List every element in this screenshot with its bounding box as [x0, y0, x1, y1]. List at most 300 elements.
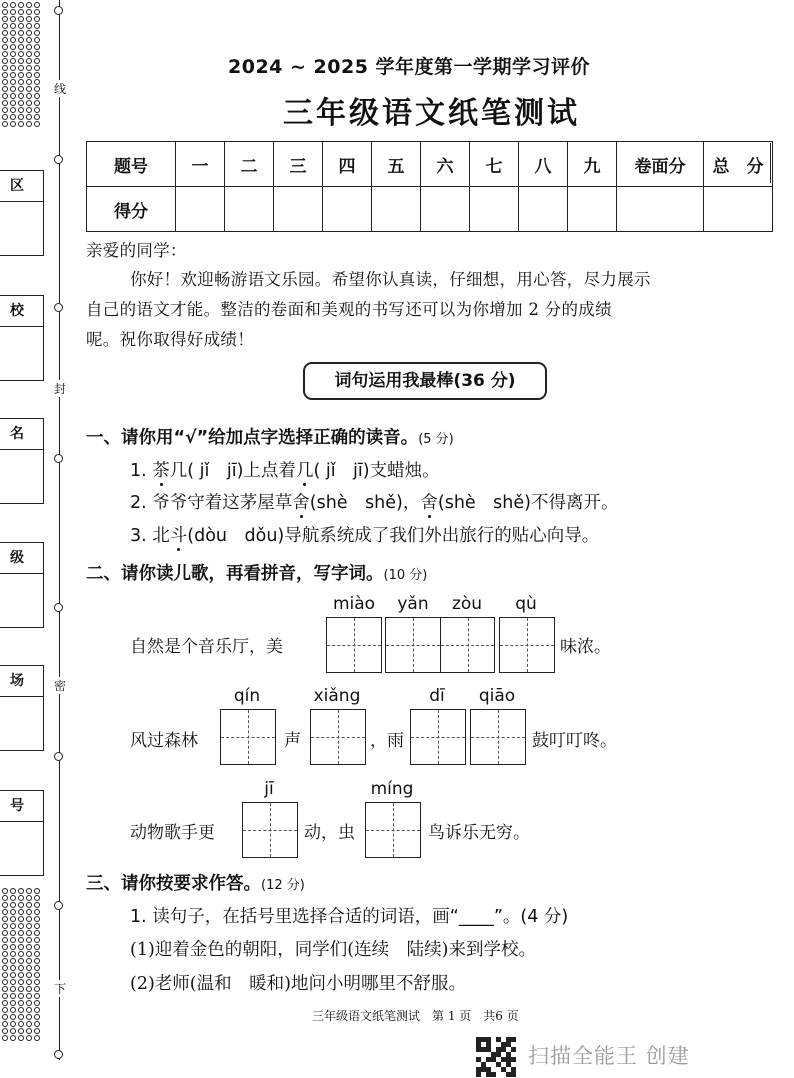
binding-dot — [18, 909, 24, 915]
binding-dot — [18, 114, 24, 120]
binding-dot — [10, 65, 16, 71]
binding-dot — [18, 44, 24, 50]
binding-dot — [10, 37, 16, 43]
q1-item-2 — [130, 489, 618, 514]
item-text: 几 — [169, 461, 188, 481]
dotted-char: 几 — [296, 457, 314, 482]
binding-dot — [10, 986, 16, 992]
binding-dot — [10, 993, 16, 999]
binding-dot — [34, 986, 40, 992]
binding-dot — [34, 993, 40, 999]
dotted-char: 舍 — [420, 489, 438, 514]
binding-dot — [26, 930, 32, 936]
binding-dot — [10, 895, 16, 901]
binding-dot — [18, 93, 24, 99]
binding-dot — [26, 1000, 32, 1006]
writing-grid[interactable] — [310, 709, 366, 765]
field-label: 级 — [0, 543, 43, 574]
binding-dot — [2, 930, 8, 936]
binding-dot — [34, 72, 40, 78]
binding-dot — [34, 972, 40, 978]
binding-dot — [18, 895, 24, 901]
score-cell[interactable] — [323, 187, 372, 232]
binding-dot — [2, 902, 8, 908]
score-header-cell: 总 分 — [704, 142, 773, 187]
binding-dot — [10, 930, 16, 936]
qr-code-icon — [476, 1037, 516, 1077]
dotted-char: 斗 — [170, 522, 188, 547]
binding-dot — [26, 951, 32, 957]
binding-dot — [10, 1014, 16, 1020]
binding-dot — [18, 2, 24, 8]
binding-dot — [26, 30, 32, 36]
seal-char: 封 — [53, 382, 66, 396]
pinyin-label: dī — [429, 686, 445, 706]
binding-dot — [18, 9, 24, 15]
binding-dot — [26, 923, 32, 929]
binding-dot — [2, 86, 8, 92]
binding-dot — [26, 972, 32, 978]
binding-dot — [10, 1035, 16, 1041]
field-label: 场 — [0, 666, 43, 697]
binding-dot — [26, 114, 32, 120]
binding-dot — [18, 965, 24, 971]
item-text[interactable]: (shè shě)不得离开。 — [437, 493, 619, 513]
binding-dot — [26, 937, 32, 943]
writing-grid[interactable] — [365, 802, 421, 858]
song-text: 味浓。 — [560, 637, 611, 657]
binding-dot — [26, 902, 32, 908]
binding-dot — [26, 958, 32, 964]
writing-grid[interactable] — [470, 709, 526, 765]
seal-char: 线 — [53, 82, 66, 96]
binding-dot — [2, 58, 8, 64]
item-text[interactable]: (dòu dǒu)导航系统成了我们外出旅行的贴心向导。 — [187, 526, 600, 546]
song-text: 动，虫 — [304, 823, 355, 843]
binding-dot — [10, 121, 16, 127]
binding-dot — [18, 16, 24, 22]
binding-dot — [18, 972, 24, 978]
binding-dot — [18, 958, 24, 964]
binding-dot — [10, 107, 16, 113]
writing-grid[interactable] — [385, 617, 495, 673]
pinyin-label: xiǎng — [313, 686, 361, 706]
binding-dot — [26, 72, 32, 78]
binding-dot — [18, 1021, 24, 1027]
binding-dot — [34, 30, 40, 36]
exam-year-title: 2024 ~ 2025 学年度第一学期学习评价 — [228, 56, 591, 78]
score-cell[interactable] — [176, 187, 225, 232]
binding-dot — [2, 114, 8, 120]
binding-dot — [2, 51, 8, 57]
score-cell[interactable] — [225, 187, 274, 232]
binding-dot — [18, 30, 24, 36]
binding-dot — [2, 944, 8, 950]
section-title: 词句运用我最棒(36 分) — [303, 362, 547, 400]
binding-dot — [10, 958, 16, 964]
binding-dot — [10, 2, 16, 8]
binding-dot — [10, 888, 16, 894]
writing-grid[interactable] — [499, 617, 555, 673]
score-cell[interactable] — [372, 187, 421, 232]
binding-dot — [18, 79, 24, 85]
binding-dot — [26, 965, 32, 971]
binding-dots-bottom — [2, 888, 42, 1041]
pinyin-label: yǎn — [397, 594, 429, 614]
binding-dot — [2, 30, 8, 36]
field-room[interactable] — [0, 665, 44, 751]
binding-dot — [10, 44, 16, 50]
field-label: 区 — [0, 171, 43, 202]
binding-dot — [18, 1007, 24, 1013]
table-edge-mark — [770, 143, 771, 183]
field-name[interactable] — [0, 418, 44, 504]
scanner-watermark: 扫描全能王 创建 — [528, 1044, 690, 1068]
binding-dot — [18, 993, 24, 999]
binding-dot — [34, 114, 40, 120]
seal-char: 下 — [53, 982, 66, 996]
binding-dot — [26, 1035, 32, 1041]
binding-dot — [10, 944, 16, 950]
binding-dot — [10, 979, 16, 985]
item-text: 3. 北 — [130, 526, 170, 546]
binding-dot — [26, 1014, 32, 1020]
pinyin-label: zòu — [451, 594, 483, 614]
q1-item-1 — [130, 457, 440, 482]
question-text: 一、请你用“√”给加点字选择正确的读音。 — [86, 428, 419, 448]
binding-dot — [2, 965, 8, 971]
binding-ring — [54, 603, 63, 612]
binding-dot — [10, 1028, 16, 1034]
binding-ring — [54, 6, 63, 15]
binding-dot — [18, 944, 24, 950]
binding-dot — [2, 958, 8, 964]
binding-dot — [2, 37, 8, 43]
binding-dot — [34, 9, 40, 15]
binding-ring — [54, 155, 63, 164]
binding-dot — [10, 909, 16, 915]
binding-ring — [54, 1050, 63, 1059]
binding-dot — [34, 93, 40, 99]
score-cell[interactable] — [470, 187, 519, 232]
binding-dot — [2, 1000, 8, 1006]
score-header-cell: 卷面分 — [617, 142, 704, 187]
binding-dot — [2, 79, 8, 85]
binding-dot — [10, 16, 16, 22]
binding-dot — [2, 16, 8, 22]
binding-dot — [34, 951, 40, 957]
item-text[interactable]: ( jǐ jī)上点着 — [187, 461, 296, 481]
binding-dot — [34, 1035, 40, 1041]
score-row-label: 得分 — [87, 187, 176, 232]
binding-dot — [18, 1028, 24, 1034]
binding-dot — [34, 930, 40, 936]
binding-dot — [18, 930, 24, 936]
pinyin-label: qù — [515, 594, 537, 614]
binding-dot — [18, 902, 24, 908]
binding-dot — [34, 58, 40, 64]
field-class[interactable] — [0, 542, 44, 628]
binding-dot — [34, 1021, 40, 1027]
binding-dot — [2, 107, 8, 113]
item-text: 2. 爷爷守着这茅屋草 — [130, 493, 293, 513]
binding-dot — [26, 23, 32, 29]
song-text: 自然是个音乐厅，美 — [130, 637, 283, 657]
score-cell[interactable] — [704, 187, 773, 232]
score-table-header-row — [87, 142, 773, 187]
binding-dot — [26, 37, 32, 43]
binding-dot — [10, 100, 16, 106]
binding-dot — [2, 986, 8, 992]
binding-dot — [34, 79, 40, 85]
score-header-cell: 八 — [519, 142, 568, 187]
binding-dot — [26, 993, 32, 999]
field-label: 名 — [0, 419, 43, 450]
binding-dot — [34, 1014, 40, 1020]
binding-dot — [18, 888, 24, 894]
binding-dot — [34, 916, 40, 922]
score-header-cell: 七 — [470, 142, 519, 187]
binding-ring — [54, 752, 63, 761]
binding-dot — [10, 1000, 16, 1006]
score-header-cell: 五 — [372, 142, 421, 187]
binding-dot — [26, 121, 32, 127]
binding-dot — [34, 37, 40, 43]
score-cell[interactable] — [519, 187, 568, 232]
binding-dot — [26, 1028, 32, 1034]
binding-dot — [26, 2, 32, 8]
binding-dot — [2, 23, 8, 29]
binding-dot — [26, 916, 32, 922]
song-text: 动物歌手更 — [130, 823, 215, 843]
seal-char: 密 — [53, 679, 66, 693]
binding-dot — [34, 1028, 40, 1034]
binding-dot — [2, 1035, 8, 1041]
score-header-cell: 四 — [323, 142, 372, 187]
binding-dot — [10, 114, 16, 120]
binding-dot — [10, 923, 16, 929]
binding-dot — [2, 121, 8, 127]
item-text: 1. — [130, 461, 153, 481]
binding-dot — [10, 965, 16, 971]
question-points: (10 分) — [383, 568, 428, 583]
field-school[interactable] — [0, 295, 44, 381]
binding-dot — [18, 65, 24, 71]
binding-dot — [34, 958, 40, 964]
binding-dot — [34, 944, 40, 950]
binding-dot — [10, 23, 16, 29]
binding-dot — [10, 58, 16, 64]
score-header-cell: 题号 — [87, 142, 176, 187]
binding-dot — [10, 951, 16, 957]
binding-dot — [26, 107, 32, 113]
binding-dot — [34, 51, 40, 57]
binding-dot — [26, 65, 32, 71]
binding-ring — [54, 454, 63, 463]
pinyin-label: miào — [332, 594, 376, 614]
binding-dot — [18, 100, 24, 106]
field-district[interactable] — [0, 170, 44, 256]
item-text[interactable]: (shè shě)， — [309, 493, 421, 513]
binding-dot — [10, 1021, 16, 1027]
binding-dot — [2, 916, 8, 922]
pinyin-label: qín — [233, 686, 261, 706]
intro-line: 呢。祝你取得好成绩！ — [86, 330, 254, 349]
binding-dot — [26, 909, 32, 915]
binding-dot — [26, 51, 32, 57]
score-cell[interactable] — [617, 187, 704, 232]
binding-dot — [2, 993, 8, 999]
pinyin-label: qiāo — [478, 686, 516, 706]
writing-grid[interactable] — [326, 617, 382, 673]
pinyin-label: jī — [264, 779, 274, 799]
q3-sub-question: 1. 读句子，在括号里选择合适的词语，画“____”。(4 分) — [130, 907, 569, 927]
binding-dot — [2, 888, 8, 894]
binding-dot — [2, 979, 8, 985]
binding-dot — [26, 1007, 32, 1013]
binding-dot — [18, 979, 24, 985]
question-2-title — [86, 560, 427, 585]
binding-dot — [26, 58, 32, 64]
binding-dot — [2, 972, 8, 978]
song-text: 声 — [284, 731, 301, 751]
binding-dot — [2, 72, 8, 78]
qr-module — [511, 1072, 516, 1077]
score-header-cell: 六 — [421, 142, 470, 187]
q1-item-3 — [130, 522, 599, 547]
binding-dot — [18, 916, 24, 922]
score-cell[interactable] — [421, 187, 470, 232]
binding-dot — [34, 895, 40, 901]
song-text: 鸟诉乐无穷。 — [428, 823, 530, 843]
score-header-cell: 二 — [225, 142, 274, 187]
binding-dot — [26, 1021, 32, 1027]
binding-ring — [54, 303, 63, 312]
binding-dot — [26, 79, 32, 85]
binding-dot — [34, 121, 40, 127]
binding-dot — [34, 23, 40, 29]
binding-dot — [18, 923, 24, 929]
question-3-title — [86, 870, 305, 895]
binding-dot — [2, 895, 8, 901]
binding-dot — [34, 65, 40, 71]
binding-dot — [18, 1000, 24, 1006]
binding-dot — [34, 902, 40, 908]
binding-dot — [34, 965, 40, 971]
exam-main-title: 三年级语文纸笔测试 — [283, 96, 580, 131]
binding-dot — [18, 37, 24, 43]
binding-dot — [18, 23, 24, 29]
q3-item-2[interactable]: (2)老师(温和 暖和)地问小明哪里不舒服。 — [130, 974, 466, 994]
binding-dot — [26, 895, 32, 901]
binding-dot — [18, 72, 24, 78]
q3-item-1[interactable]: (1)迎着金色的朝阳，同学们(连续 陆续)来到学校。 — [130, 940, 536, 960]
binding-dot — [18, 58, 24, 64]
binding-dot — [26, 979, 32, 985]
score-cell[interactable] — [274, 187, 323, 232]
binding-dot — [2, 1028, 8, 1034]
binding-ring — [54, 901, 63, 910]
binding-dot — [26, 100, 32, 106]
field-label: 号 — [0, 791, 43, 822]
binding-dot — [10, 972, 16, 978]
binding-dot — [2, 1014, 8, 1020]
binding-dot — [34, 888, 40, 894]
binding-dot — [10, 72, 16, 78]
score-header-cell: 九 — [568, 142, 617, 187]
binding-dot — [10, 93, 16, 99]
binding-dot — [34, 44, 40, 50]
binding-dot — [34, 909, 40, 915]
question-1-title — [86, 424, 454, 449]
binding-dot — [10, 9, 16, 15]
binding-dot — [2, 923, 8, 929]
binding-dot — [26, 888, 32, 894]
binding-dot — [26, 44, 32, 50]
binding-dot — [34, 937, 40, 943]
binding-dots-top — [2, 2, 42, 127]
score-table — [86, 141, 773, 232]
binding-dot — [2, 1021, 8, 1027]
binding-dot — [10, 79, 16, 85]
dotted-char: 茶 — [152, 457, 170, 482]
question-points: (5 分) — [418, 432, 454, 447]
page-footer: 三年级语文纸笔测试 第 1 页 共6 页 — [312, 1009, 519, 1023]
intro-line: 你好！欢迎畅游语文乐园。希望你认真读，仔细想，用心答，尽力展示 — [130, 270, 651, 289]
binding-dot — [10, 916, 16, 922]
binding-dot — [34, 107, 40, 113]
field-seat-number[interactable] — [0, 790, 44, 876]
question-text: 三、请你按要求作答。 — [86, 874, 261, 894]
writing-grid[interactable] — [410, 709, 466, 765]
binding-dot — [18, 51, 24, 57]
score-cell[interactable] — [568, 187, 617, 232]
binding-dot — [18, 121, 24, 127]
binding-dot — [2, 909, 8, 915]
binding-dot — [26, 986, 32, 992]
binding-dot — [26, 9, 32, 15]
binding-dot — [2, 65, 8, 71]
binding-dot — [10, 51, 16, 57]
score-header-cell: 一 — [176, 142, 225, 187]
song-text: 鼓叮叮咚。 — [532, 731, 617, 751]
song-text: 风过森林 — [130, 731, 198, 751]
question-points: (12 分) — [261, 878, 305, 893]
binding-dot — [34, 979, 40, 985]
binding-dot — [18, 1014, 24, 1020]
binding-dot — [10, 30, 16, 36]
binding-dot — [10, 1007, 16, 1013]
binding-dot — [26, 16, 32, 22]
binding-dot — [26, 86, 32, 92]
binding-dot — [18, 1035, 24, 1041]
binding-dot — [2, 100, 8, 106]
binding-dot — [18, 951, 24, 957]
pinyin-label: míng — [370, 779, 414, 799]
dotted-char: 舍 — [292, 489, 310, 514]
binding-dot — [2, 2, 8, 8]
item-text[interactable]: ( jǐ jī)支蜡烛。 — [313, 461, 440, 481]
writing-grid[interactable] — [242, 802, 298, 858]
intro-line: 自己的语文才能。整洁的卷面和美观的书写还可以为你增加 2 分的成绩 — [86, 300, 612, 319]
binding-dot — [2, 9, 8, 15]
binding-dot — [18, 937, 24, 943]
binding-dot — [2, 937, 8, 943]
binding-dot — [10, 937, 16, 943]
greeting: 亲爱的同学： — [86, 241, 187, 260]
writing-grid[interactable] — [220, 709, 276, 765]
binding-dot — [34, 16, 40, 22]
